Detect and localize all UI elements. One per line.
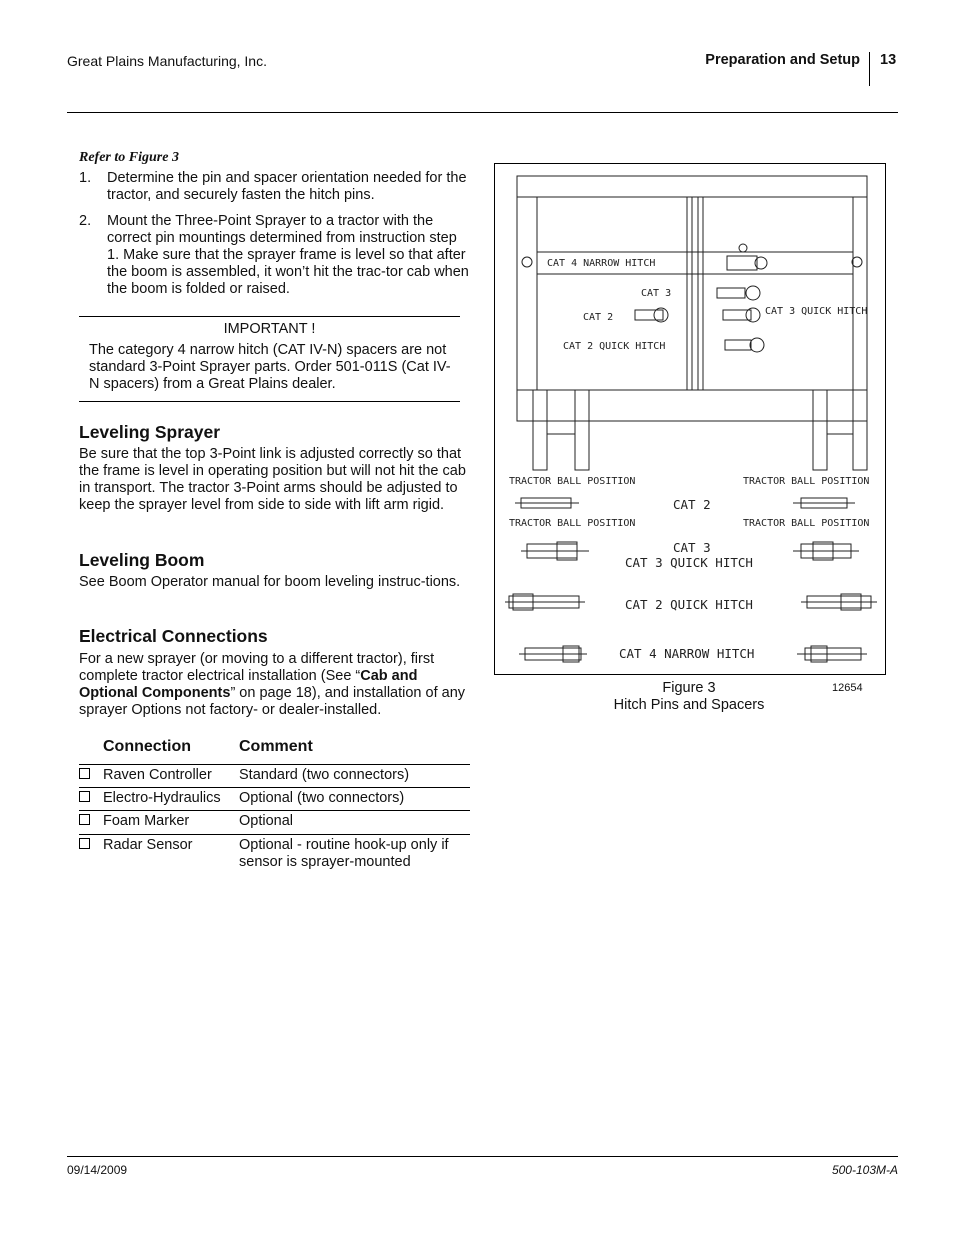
label-cat2-top: CAT 2 bbox=[583, 312, 614, 323]
comment-cell: Optional bbox=[239, 813, 294, 829]
footer-rule bbox=[67, 1156, 898, 1157]
bolt-icon bbox=[522, 257, 532, 267]
connection-cell: Foam Marker bbox=[103, 813, 190, 829]
connection-cell: Radar Sensor bbox=[103, 837, 193, 853]
figure-caption bbox=[560, 680, 818, 714]
label-tractor-ball-4: TRACTOR BALL POSITION bbox=[743, 518, 870, 529]
lift-arm bbox=[813, 390, 827, 470]
header-rule bbox=[67, 112, 898, 113]
label-cat2-quick-top: CAT 2 QUICK HITCH bbox=[563, 341, 666, 352]
step-number: 1. bbox=[79, 170, 92, 186]
step-1 bbox=[79, 170, 471, 204]
heading-leveling-sprayer: Leveling Sprayer bbox=[79, 422, 221, 442]
table-row bbox=[79, 787, 470, 810]
label-cat2-quick-mid: CAT 2 QUICK HITCH bbox=[625, 597, 753, 612]
connection-cell: Electro-Hydraulics bbox=[103, 790, 221, 806]
important-title: IMPORTANT ! bbox=[223, 321, 316, 337]
table-row bbox=[79, 764, 470, 787]
leveling-boom-text: See Boom Operator manual for boom leveling instruc-tions. bbox=[79, 574, 461, 590]
label-cat2-mid: CAT 2 bbox=[673, 497, 711, 512]
step-2 bbox=[79, 213, 471, 298]
lift-arm bbox=[533, 390, 547, 470]
step-text: Mount the Three-Point Sprayer to a tractor with the correct pin mountings determined from instruction step 1. Make sure that the sprayer frame is level so that after the boom is assembled, it won’t hit the trac-tor cab when the boom is folded or raised. bbox=[107, 213, 469, 297]
figure-caption-line2: Hitch Pins and Spacers bbox=[613, 697, 765, 713]
footer-date: 09/14/2009 bbox=[67, 1163, 128, 1177]
pin-icon bbox=[505, 594, 585, 610]
electrical-text bbox=[79, 651, 471, 719]
electrical-text-pre: For a new sprayer (or moving to a different tractor), first complete tractor electrical installation (See “ bbox=[79, 651, 435, 684]
comment-cell: Optional (two connectors) bbox=[239, 790, 405, 806]
col-connection-header: Connection bbox=[103, 738, 191, 755]
bolt-icon bbox=[739, 244, 747, 252]
checkbox-icon bbox=[79, 814, 90, 825]
checkbox-icon bbox=[79, 791, 90, 802]
pin-icon bbox=[515, 498, 579, 508]
checkbox-icon bbox=[79, 768, 90, 779]
lift-arm bbox=[853, 390, 867, 470]
connection-cell: Raven Controller bbox=[103, 767, 212, 783]
pin-icon bbox=[801, 594, 877, 610]
footer-doc-number: 500-103M-A bbox=[831, 1163, 898, 1177]
label-tractor-ball-1: TRACTOR BALL POSITION bbox=[509, 476, 636, 487]
refer-figure: Refer to Figure 3 bbox=[79, 150, 179, 165]
important-body: The category 4 narrow hitch (CAT IV-N) spacers are not standard 3-Point Sprayer parts. Order 501-011S (Cat IV-N spacers) from a Great Plains dealer. bbox=[89, 342, 451, 392]
label-cat4-narrow-top: CAT 4 NARROW HITCH bbox=[547, 258, 656, 269]
comment-cell: Standard (two connectors) bbox=[239, 767, 410, 783]
important-notice bbox=[79, 316, 460, 402]
header-divider bbox=[869, 52, 870, 86]
hitch-figure bbox=[494, 163, 886, 675]
pin-icon bbox=[727, 256, 767, 270]
label-cat3-top: CAT 3 bbox=[641, 288, 672, 299]
electrical-link-bold: Cab and Optional Components bbox=[79, 668, 418, 701]
header-company: Great Plains Manufacturing, Inc. bbox=[67, 53, 267, 69]
electrical-text-post: ” on page 18), and installation of any sprayer Options not factory- or dealer-installed. bbox=[79, 685, 466, 718]
pin-icon bbox=[635, 308, 668, 322]
label-tractor-ball-3: TRACTOR BALL POSITION bbox=[509, 518, 636, 529]
pin-icon bbox=[717, 286, 760, 300]
label-cat3-quick-top: CAT 3 QUICK HITCH bbox=[765, 306, 868, 317]
hitch-diagram bbox=[495, 164, 885, 674]
frame-right-panel bbox=[703, 197, 853, 390]
col-comment-header: Comment bbox=[239, 738, 313, 755]
pin-icon bbox=[521, 542, 589, 560]
heading-leveling-boom: Leveling Boom bbox=[79, 550, 205, 570]
pin-icon bbox=[793, 498, 855, 508]
comment-cell: Optional - routine hook-up only if sensor is sprayer-mounted bbox=[239, 837, 449, 870]
label-tractor-ball-2: TRACTOR BALL POSITION bbox=[743, 476, 870, 487]
step-text: Determine the pin and spacer orientation needed for the tractor, and securely fasten the hitch pins. bbox=[107, 170, 467, 203]
lift-arm bbox=[575, 390, 589, 470]
table-row bbox=[79, 810, 470, 834]
figure-caption-line1: Figure 3 bbox=[662, 680, 716, 696]
table-row bbox=[79, 834, 470, 875]
checkbox-icon bbox=[79, 838, 90, 849]
pin-icon bbox=[797, 646, 867, 662]
pin-icon bbox=[723, 308, 760, 322]
figure-number: 12654 bbox=[832, 682, 863, 694]
pin-icon bbox=[519, 646, 587, 662]
pin-icon bbox=[725, 338, 764, 352]
label-cat3-mid: CAT 3 bbox=[673, 540, 711, 555]
pin-icon bbox=[793, 542, 859, 560]
step-number: 2. bbox=[79, 213, 92, 229]
leveling-sprayer-text: Be sure that the top 3-Point link is adjusted correctly so that the frame is level in operating position but will not hit the cab in transport. The tractor 3-Point arms should be adjusted to keep the sprayer level from side to side with lift arm rigid. bbox=[79, 446, 466, 513]
page-number: 13 bbox=[880, 52, 897, 68]
header-section: Preparation and Setup bbox=[705, 52, 860, 68]
heading-electrical: Electrical Connections bbox=[79, 626, 268, 646]
label-cat4-narrow-mid: CAT 4 NARROW HITCH bbox=[619, 646, 755, 661]
label-cat3-quick-mid: CAT 3 QUICK HITCH bbox=[625, 555, 753, 570]
